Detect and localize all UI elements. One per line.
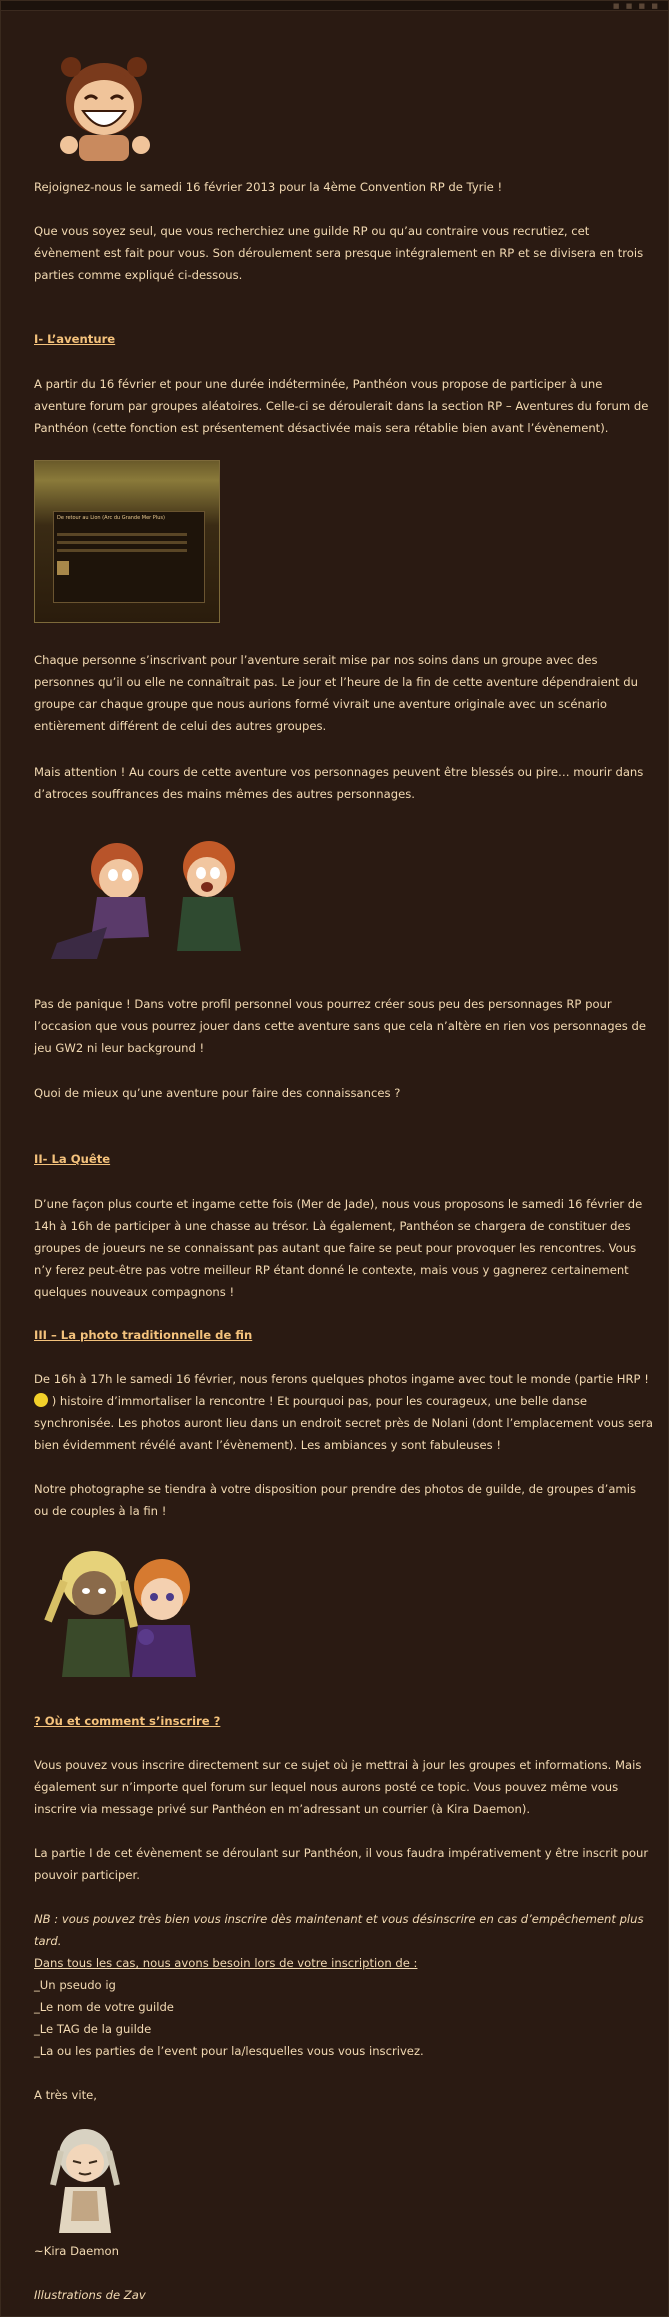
kira-daemon-chibi-illustration	[47, 2121, 123, 2237]
post-tools-icons[interactable]: ■ ■ ■ ■	[612, 2, 660, 10]
list-item: _Le nom de votre guilde	[34, 2000, 174, 2014]
paragraph-1: Que vous soyez seul, que vous recherchiez une guilde RP ou qu’au contraire vous recrutiez, cet évènement est fait pour vous. Son déroulement sera presque intégralement en RP et se divisera en trois parties comme expliqué ci-dessous.	[34, 224, 644, 282]
frightened-duo-illustration	[37, 827, 259, 967]
signature: ~Kira Daemon	[34, 2244, 119, 2258]
list-item: _Un pseudo ig	[34, 1978, 116, 1992]
smiley-icon	[34, 1393, 48, 1407]
paragraph-2: A partir du 16 février et pour une durée indéterminée, Panthéon vous propose de participer à une aventure forum par groupes aléatoires. Celle-ci se déroulerait dans la section RP – Aventures du forum de Panthéon (cette fonction est présentement désactivée mais sera rétablie bien avant l’évènement).	[34, 377, 649, 435]
blonde-and-redhead-illustration	[34, 1541, 218, 1681]
section-heading-aventure: I- L’aventure	[34, 332, 116, 346]
closing-text: A très vite,	[34, 2088, 97, 2102]
paragraph-4: Mais attention ! Au cours de cette aventure vos personnages peuvent être blessés ou pire… mourir dans d’atroces souffrances des mains mêmes des autres personnages.	[34, 765, 644, 801]
forum-screenshot-title: De retour au Lion (Arc du Grande Mer Plus)	[57, 515, 165, 521]
forum-screenshot	[34, 460, 220, 623]
paragraph-3: Chaque personne s’inscrivant pour l’aventure serait mise par nos soins dans un groupe avec des personnes qu’il ou elle ne connaîtrait pas. Le jour et l’heure de la fin de cette aventure dépendraient du groupe car chaque groupe que nous aurions formé vivrait une aventure originale avec un scénario entièrement différent de celui des autres groupes.	[34, 653, 638, 733]
list-item: _Le TAG de la guilde	[34, 2022, 152, 2036]
nb-note: NB : vous pouvez très bien vous inscrire dès maintenant et vous désinscrire en cas d’empêchement plus tard.	[34, 1912, 644, 1948]
paragraph-6: Quoi de mieux qu’une aventure pour faire des connaissances ?	[34, 1086, 401, 1100]
paragraph-7: D’une façon plus courte et ingame cette fois (Mer de Jade), nous vous proposons le samedi 16 février de 14h à 16h de participer à une chasse au trésor. Là également, Panthéon se chargera de constituer des groupes de joueurs ne se connaissant pas autant que faire se peut pour provoquer les rencontres. Vous n’y ferez peut-être pas votre meilleur RP étant donné le contexte, mais vous y gagnerez certainement quelques nouveaux compagnons !	[34, 1197, 643, 1299]
intro-text: Rejoignez-nous le samedi 16 février 2013 pour la 4ème Convention RP de Tyrie !	[34, 180, 503, 194]
paragraph-10: Vous pouvez vous inscrire directement sur ce sujet où je mettrai à jour les groupes et informations. Mais également sur n’importe quel forum sur lequel nous aurons posté ce topic. Vous pouvez même vous inscrire via message privé sur Panthéon en m’adressant un courrier (à Kira Daemon).	[34, 1758, 642, 1816]
paragraph-9: Notre photographe se tiendra à votre disposition pour prendre des photos de guilde, de groupes d’amis ou de couples à la fin !	[34, 1482, 636, 1518]
list-item: _La ou les parties de l’event pour la/lesquelles vous vous inscrivez.	[34, 2044, 424, 2058]
illustration-credit: Illustrations de Zav	[34, 2288, 146, 2302]
paragraph-11: La partie I de cet évènement se déroulant sur Panthéon, il vous faudra impérativement y être inscrit pour pouvoir participer.	[34, 1846, 649, 1882]
paragraph-8-start: De 16h à 17h le samedi 16 février, nous ferons quelques photos ingame avec tout le monde (partie HRP !	[34, 1372, 649, 1386]
paragraph-8	[34, 1368, 654, 1456]
section-heading-inscription: ? Où et comment s’inscrire ?	[34, 1714, 221, 1728]
section-heading-photo: III – La photo traditionnelle de fin	[34, 1328, 253, 1342]
paragraph-5: Pas de panique ! Dans votre profil personnel vous pourrez créer sous peu des personnages RP pour l’occasion que vous pourrez jouer dans cette aventure sans que cela n’altère en rien vos personnages de jeu GW2 ni leur background !	[34, 997, 646, 1055]
paragraph-8-rest: histoire d’immortaliser la rencontre ! Et pourquoi pas, pour les courageux, une belle danse synchronisée. Les photos auront lieu dans un endroit secret près de Nolani (dont l’emplacement vous sera bien évidemment révélé avant l’évènement). Les ambiances y sont fabuleuses !	[34, 1394, 653, 1452]
paragraph-8-close: )	[51, 1394, 57, 1408]
post-header-bar	[1, 1, 668, 11]
list-title: Dans tous les cas, nous avons besoin lors de votre inscription de :	[34, 1956, 418, 1970]
grinning-chibi-illustration	[49, 49, 159, 167]
section-heading-quete: II- La Quête	[34, 1152, 111, 1166]
